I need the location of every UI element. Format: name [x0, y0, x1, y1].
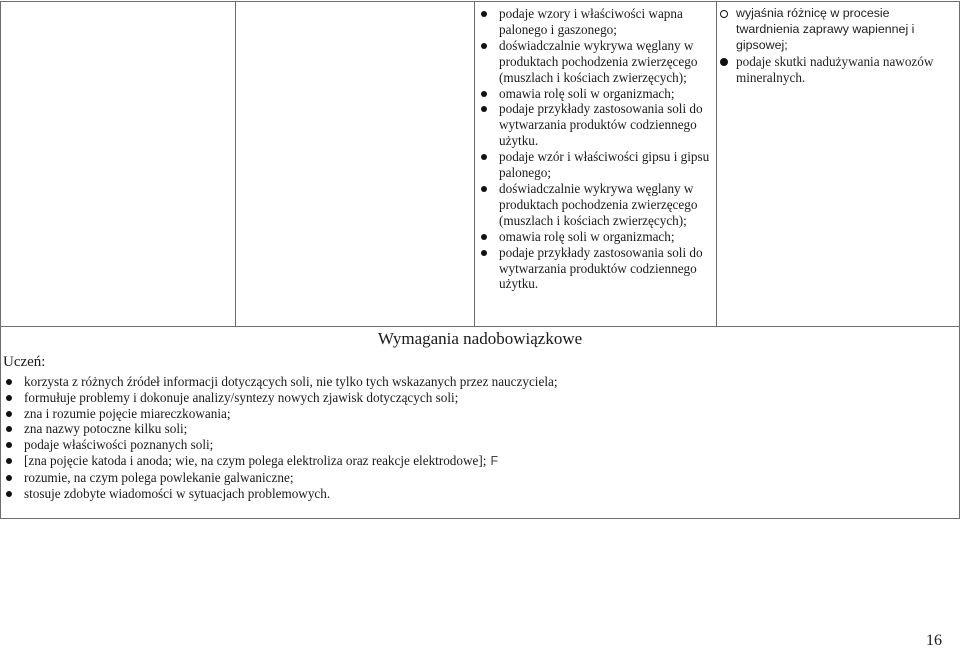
- list-item: zna i rozumie pojęcie miareczkowania;: [0, 406, 900, 422]
- list-item: podaje wzór i właściwości gipsu i gipsu palonego;: [475, 149, 715, 181]
- list-item: stosuje zdobyte wiadomości w sytuacjach problemowych.: [0, 486, 900, 502]
- list-item: podaje wzory i właściwości wapna palonego i gaszonego;: [475, 6, 715, 38]
- list-item: podaje właściwości poznanych soli;: [0, 437, 900, 453]
- list-item: podaje przykłady zastosowania soli do wytwarzania produktów codziennego użytku.: [475, 245, 715, 293]
- col3-requirement-list: [475, 6, 715, 292]
- list-item: zna nazwy potoczne kilku soli;: [0, 421, 900, 437]
- list-item: rozumie, na czym polega powlekanie galwaniczne;: [0, 470, 900, 486]
- table-cell-col1: [1, 2, 235, 326]
- list-item-text: [zna pojęcie katoda i anoda; wie, na czym polega elektroliza oraz reakcje elektrodowe];: [24, 452, 487, 468]
- list-item: doświadczalnie wykrywa węglany w produktach pochodzenia zwierzęcego (muszlach i kościach zwierzęcych);: [475, 38, 715, 86]
- table-bottom-border: [0, 518, 960, 519]
- column-divider-3: [716, 1, 717, 327]
- list-item: podaje przykłady zastosowania soli do wytwarzania produktów codziennego użytku.: [475, 101, 715, 149]
- list-item: wyjaśnia różnicę w procesie twardnienia zaprawy wapiennej i gipsowej;: [718, 6, 956, 54]
- table-cell-col3: [475, 6, 715, 292]
- list-item: omawia rolę soli w organizmach;: [475, 86, 715, 102]
- extended-requirement-list: [0, 374, 900, 501]
- extended-requirements: [0, 374, 900, 501]
- table-cell-col2: [236, 2, 474, 326]
- student-label: Uczeń:: [3, 354, 46, 370]
- list-item: [0, 453, 900, 470]
- list-item: formułuje problemy i dokonuje analizy/syntezy nowych zjawisk dotyczących soli;: [0, 390, 900, 406]
- list-item: doświadczalnie wykrywa węglany w produktach pochodzenia zwierzęcego (muszlach i kościach zwierzęcych);: [475, 181, 715, 229]
- list-item: korzysta z różnych źródeł informacji dotyczących soli, nie tylko tych wskazanych przez nauczyciela;: [0, 374, 900, 390]
- page-number: 16: [926, 632, 942, 649]
- list-item: podaje skutki nadużywania nawozów mineralnych.: [718, 54, 956, 86]
- col4-requirement-list: [718, 6, 956, 86]
- section-header: Wymagania nadobowiązkowe: [377, 329, 583, 348]
- table-cell-col4: [718, 6, 956, 86]
- list-item: omawia rolę soli w organizmach;: [475, 229, 715, 245]
- f-marker: F: [490, 453, 499, 468]
